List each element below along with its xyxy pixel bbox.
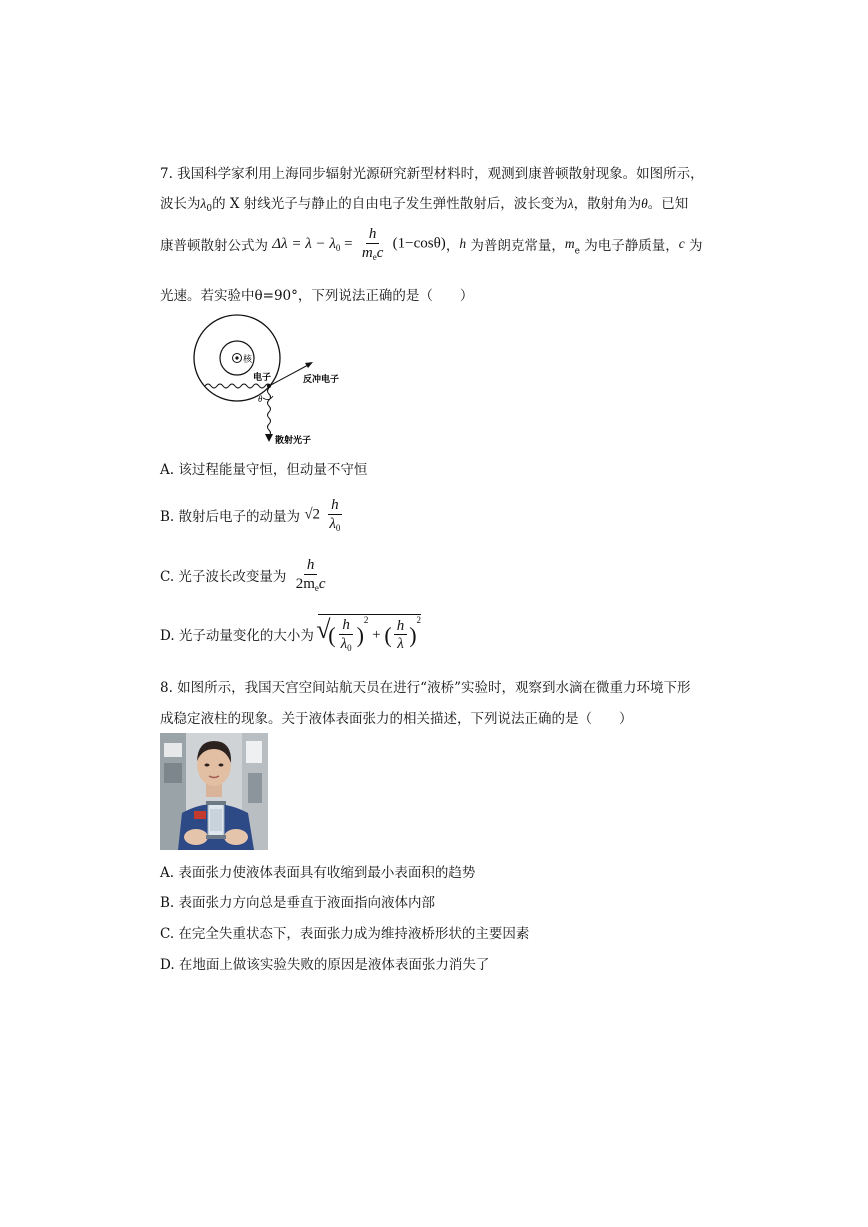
scattered-photon-label: 散射光子 [275, 436, 312, 446]
q7-line4: 光速。若实验中θ=90°，下列说法正确的是（ ） [160, 288, 474, 304]
electron-label: 电子 [253, 373, 272, 383]
theta-label: θ [258, 394, 263, 404]
q8-option-c: C. 在完全失重状态下，表面张力成为维持液桥形状的主要因素 [160, 926, 530, 942]
nucleus-dot [235, 356, 238, 359]
q8-option-a: A. 表面张力使液体表面具有收缩到最小表面积的趋势 [160, 865, 476, 881]
q7-option-b: B. 散射后电子的动量为 √2 $\frac{h}{\lambda_0}$ [160, 497, 341, 533]
sqrt-expression: √ ( $\frac{h}{\lambda_0}$ )$^2$ + ( $\frac{h}{\lambda}$ )$^2$ [316, 615, 422, 653]
compton-fraction: $\frac{h}{m_ec}$ [361, 226, 384, 262]
q8-option-d: D. 在地面上做该实验失败的原因是液体表面张力消失了 [160, 957, 490, 973]
q7-line2: 波长为$\lambda_0$的 X 射线光子与静止的自由电子发生弹性散射后，波长变为λ，散射角为θ。已知 [160, 196, 689, 214]
q8-option-b: B. 表面张力方向总是垂直于液面指向液体内部 [160, 895, 436, 911]
liquid-bridge-photo [160, 733, 268, 850]
incident-photon [205, 384, 271, 388]
theta-arc [263, 396, 273, 400]
q8-line2: 成稳定液柱的现象。关于液体表面张力的相关描述，下列说法正确的是（ ） [160, 711, 633, 727]
q8-line1: 8. 如图所示，我国天宫空间站航天员在进行“液桥”实验时，观察到水滴在微重力环境下形 [160, 680, 691, 696]
scattered-arrowhead [265, 434, 273, 442]
recoil-electron-label: 反冲电子 [303, 375, 340, 385]
q7-option-a: A. 该过程能量守恒，但动量不守恒 [160, 462, 368, 478]
scattered-photon [268, 388, 271, 436]
compton-scattering-diagram [185, 312, 365, 452]
compton-formula: $\Delta\lambda = \lambda - \lambda_0$ = [272, 235, 353, 253]
q7-line3: 康普顿散射公式为 $\Delta\lambda = \lambda - \lambda_0$ = $\frac{h}{m_ec}$ (1−cosθ)，h 为普朗克常量，$m_e$ 为电子静质量，c 为 [160, 226, 703, 262]
recoil-arrowhead [305, 362, 313, 368]
q7-line1: 7. 我国科学家利用上海同步辐射光源研究新型材料时，观测到康普顿散射现象。如图所示， [160, 166, 704, 182]
nucleus-label: 核 [243, 355, 253, 365]
q7-option-d: D. 光子动量变化的大小为 √ ( $\frac{h}{\lambda_0}$ )$^2$ + ( $\frac{h}{\lambda}$ )$^2$ [160, 615, 422, 653]
q7-option-c: C. 光子波长改变量为 $\frac{h}{2m_ec}$ [160, 557, 326, 593]
